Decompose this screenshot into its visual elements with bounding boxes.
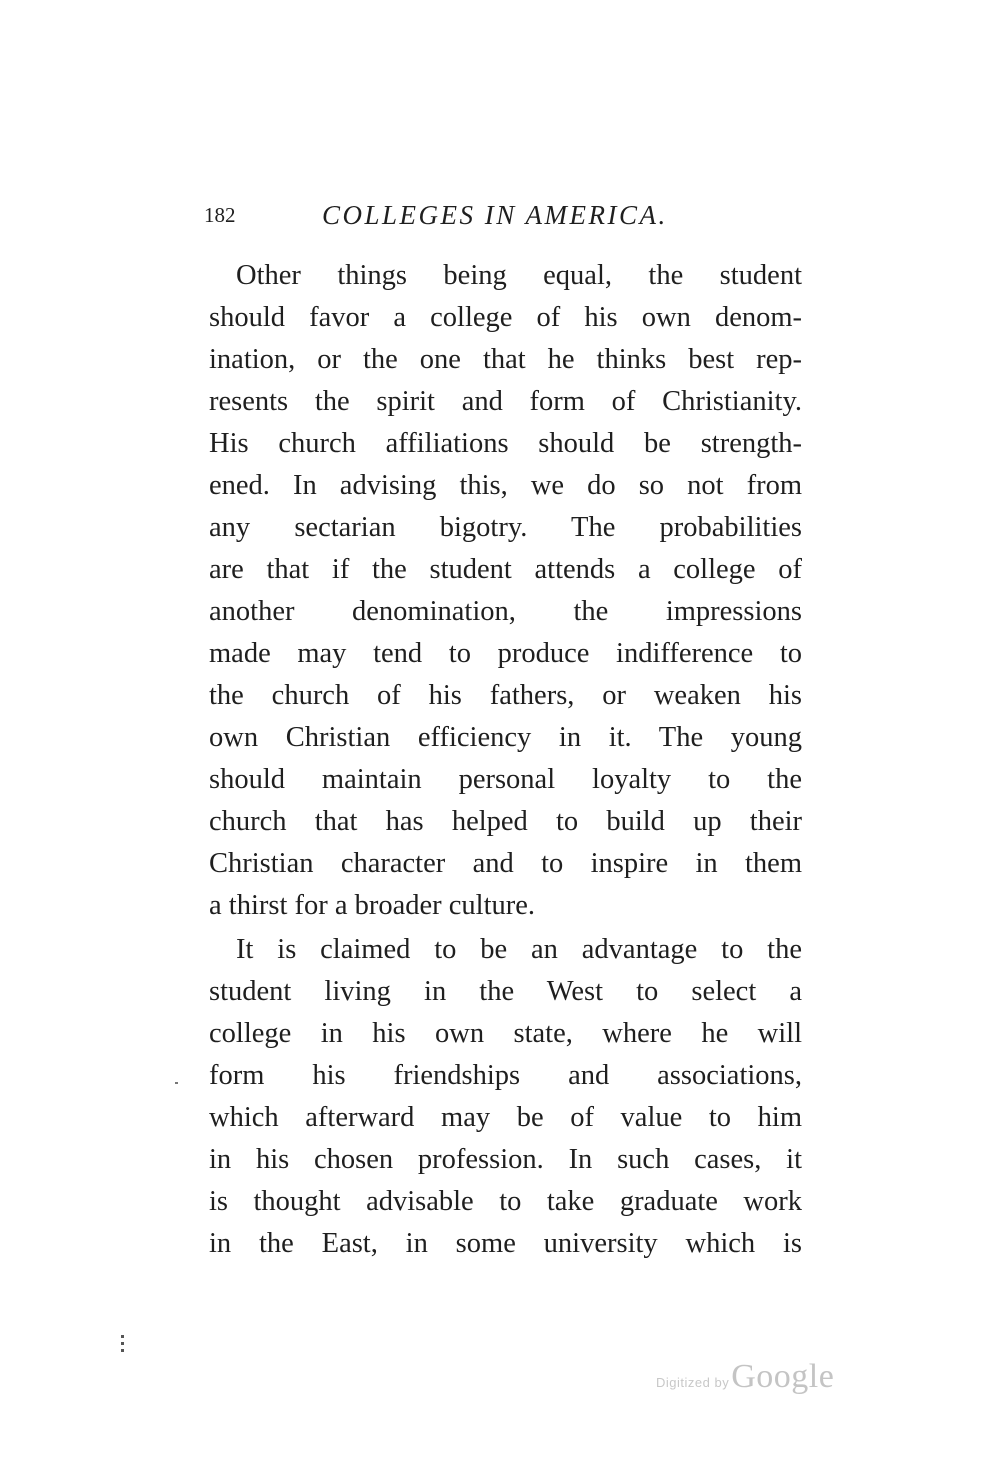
- text-line: made may tend to produce indifference to: [209, 638, 802, 669]
- text-line: Other things being equal, the student: [236, 260, 802, 291]
- text-line: Christian character and to inspire in them: [209, 848, 802, 879]
- text-line: should favor a college of his own denom-: [209, 302, 802, 333]
- paragraph: [209, 929, 802, 1265]
- text-line: which afterward may be of value to him: [209, 1102, 802, 1133]
- text-line: form his friendships and associations,: [209, 1060, 802, 1091]
- text-line: own Christian efficiency in it. The young: [209, 722, 802, 753]
- text-line: church that has helped to build up their: [209, 806, 802, 837]
- text-line: in his chosen profession. In such cases, it: [209, 1144, 802, 1175]
- running-header: [204, 199, 804, 233]
- text-line: in the East, in some university which is: [209, 1228, 802, 1259]
- paragraph: [209, 255, 802, 927]
- text-line: should maintain personal loyalty to the: [209, 764, 802, 795]
- text-line: another denomination, the impressions: [209, 596, 802, 627]
- scan-mark: [120, 1335, 126, 1357]
- text-line: any sectarian bigotry. The probabilities: [209, 512, 802, 543]
- text-line: ination, or the one that he thinks best rep-: [209, 344, 802, 375]
- text-line: are that if the student attends a college of: [209, 554, 802, 585]
- text-line: the church of his fathers, or weaken his: [209, 680, 802, 711]
- scan-speck: [175, 1082, 178, 1084]
- text-line: resents the spirit and form of Christianity.: [209, 386, 802, 417]
- running-title: COLLEGES IN AMERICA.: [322, 200, 668, 230]
- watermark-prefix: Digitized by: [656, 1375, 730, 1390]
- text-line: student living in the West to select a: [209, 976, 802, 1007]
- page-number: 182: [204, 203, 236, 227]
- google-watermark: [656, 1358, 834, 1402]
- text-line: ened. In advising this, we do so not from: [209, 470, 802, 501]
- text-line: a thirst for a broader culture.: [209, 890, 536, 921]
- watermark-logo: Google: [731, 1358, 835, 1395]
- text-line: It is claimed to be an advantage to the: [236, 934, 802, 965]
- text-line: college in his own state, where he will: [209, 1018, 802, 1049]
- text-line: His church affiliations should be strength-: [209, 428, 802, 459]
- text-line: is thought advisable to take graduate work: [209, 1186, 802, 1217]
